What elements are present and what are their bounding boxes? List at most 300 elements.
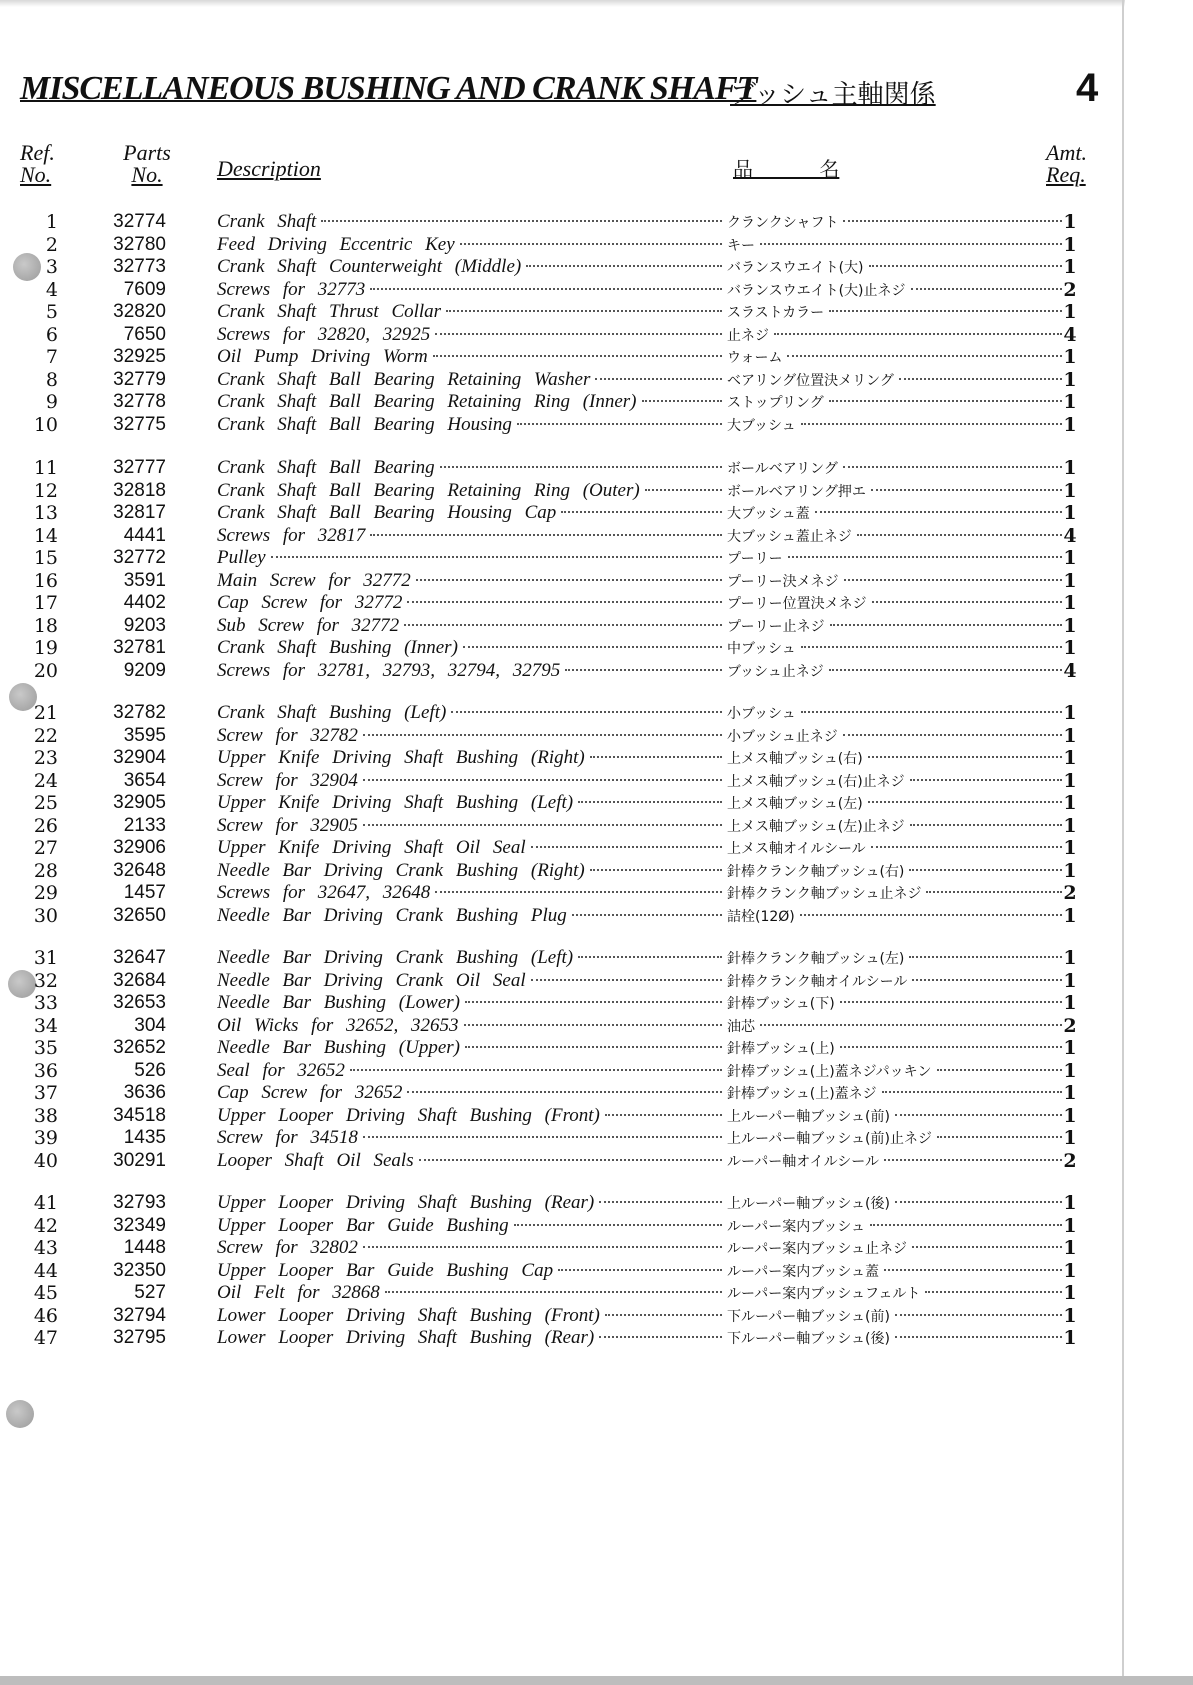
leader-dots <box>407 601 722 603</box>
table-row <box>0 525 1193 547</box>
part-description: Crank Shaft Ball Bearing Retaining Ring (Inner) <box>217 391 637 412</box>
part-description: Screws for 32647, 32648 <box>217 882 431 903</box>
part-number: 7650 <box>123 323 166 345</box>
part-number: 527 <box>134 1282 166 1303</box>
part-number: 32684 <box>113 969 166 991</box>
part-name-japanese: 上メス軸ブッシュ(左) <box>727 796 863 812</box>
leader-dots <box>843 220 1062 222</box>
part-name-japanese: 上ルーパー軸ブッシュ(前) <box>727 1108 890 1125</box>
part-description: Crank Shaft Bushing (Left) <box>217 702 447 723</box>
ref-number: 3 <box>45 256 58 278</box>
table-row <box>0 324 1193 346</box>
leader-dots <box>435 891 722 893</box>
table-row <box>0 480 1193 502</box>
part-number: 3636 <box>123 1082 166 1103</box>
ref-number: 19 <box>33 637 58 659</box>
ref-number: 33 <box>33 992 58 1014</box>
part-name-japanese: 上メス軸ブッシュ(右)止ネジ <box>727 773 905 790</box>
table-row <box>0 346 1193 368</box>
leader-dots <box>843 734 1062 736</box>
description-leader <box>217 301 1065 324</box>
ref-number: 42 <box>33 1214 58 1237</box>
ref-number: 2 <box>45 233 58 256</box>
leader-dots <box>526 265 722 267</box>
part-description: Lower Looper Driving Shaft Bushing (Front) <box>217 1304 600 1326</box>
part-number: 3654 <box>123 769 166 791</box>
part-number: 32818 <box>113 479 166 501</box>
ref-number: 15 <box>33 547 58 569</box>
part-name-japanese: 小ブッシュ止ネジ <box>727 728 838 745</box>
leader-dots <box>385 1291 722 1293</box>
part-description: Crank Shaft Ball Bearing Retaining Ring (Outer) <box>217 479 640 501</box>
leader-dots <box>514 1224 722 1226</box>
amount-required: 2 <box>1063 882 1077 904</box>
leader-dots <box>463 646 722 648</box>
table-row <box>0 1015 1193 1037</box>
leader-dots <box>464 1024 722 1026</box>
description-leader <box>217 1237 1065 1260</box>
part-number: 32795 <box>113 1327 166 1348</box>
table-row <box>0 301 1193 323</box>
part-name-japanese: バランスウエイト(大) <box>727 260 864 276</box>
description-leader <box>217 1060 1065 1083</box>
ref-number: 31 <box>33 947 58 969</box>
amount-required: 1 <box>1063 992 1077 1014</box>
description-leader <box>217 792 1065 815</box>
description-leader <box>217 860 1065 883</box>
table-row <box>0 947 1193 969</box>
table-row <box>0 725 1193 747</box>
table-row <box>0 570 1193 592</box>
leader-dots <box>815 511 1062 513</box>
table-row <box>0 1237 1193 1259</box>
leader-dots <box>642 400 722 402</box>
part-name-japanese: ボールベアリング <box>727 461 838 477</box>
amount-required: 4 <box>1063 524 1077 547</box>
amount-required: 1 <box>1063 614 1077 637</box>
amount-required: 2 <box>1063 1149 1077 1172</box>
part-number: 2133 <box>123 814 166 836</box>
description-leader <box>217 837 1065 860</box>
leader-dots <box>370 534 722 536</box>
description-leader <box>217 1282 1065 1305</box>
description-leader <box>217 1127 1065 1150</box>
table-row <box>0 747 1193 769</box>
description-leader <box>217 1082 1065 1105</box>
part-description: Crank Shaft Ball Bearing <box>217 457 435 478</box>
part-name-japanese: クランクシャフト <box>727 215 839 231</box>
description-leader <box>217 324 1065 347</box>
amount-required: 4 <box>1063 323 1077 346</box>
part-number: 32820 <box>113 301 166 322</box>
amount-required: 1 <box>1063 724 1077 747</box>
part-description: Upper Looper Bar Guide Bushing <box>217 1214 509 1236</box>
amount-required: 1 <box>1063 569 1077 592</box>
part-name-japanese: 詰栓(12Ø) <box>727 908 795 925</box>
ref-number: 4 <box>45 278 58 301</box>
part-description: Crank Shaft Bushing (Inner) <box>217 637 458 658</box>
part-number: 32817 <box>113 502 166 523</box>
leader-dots <box>840 1001 1062 1003</box>
part-number: 32780 <box>113 233 166 255</box>
table-row <box>0 592 1193 614</box>
part-description: Crank Shaft Ball Bearing Housing <box>217 413 512 435</box>
part-description: Screw for 32904 <box>217 769 358 791</box>
leader-dots <box>363 779 722 781</box>
description-leader <box>217 770 1065 793</box>
amount-required: 1 <box>1063 547 1077 569</box>
ref-number: 14 <box>33 524 58 547</box>
part-number: 3591 <box>123 569 166 591</box>
leader-dots <box>760 1024 1062 1026</box>
part-name-japanese: プーリー決メネジ <box>727 573 839 590</box>
part-number: 9203 <box>123 614 166 636</box>
part-name-japanese: ブッシュ止ネジ <box>727 663 824 680</box>
description-leader <box>217 346 1065 369</box>
leader-dots <box>909 956 1062 958</box>
ref-number: 37 <box>33 1082 58 1104</box>
column-header-parts-line2: No. <box>131 162 163 187</box>
amount-required: 1 <box>1063 837 1077 859</box>
leader-dots <box>884 1269 1062 1271</box>
leader-dots <box>363 1136 722 1138</box>
table-row <box>0 860 1193 882</box>
part-number: 304 <box>134 1014 166 1036</box>
leader-dots <box>558 1269 722 1271</box>
part-name-japanese: 上ルーパー軸ブッシュ(前)止ネジ <box>727 1131 932 1147</box>
amount-required: 1 <box>1063 256 1077 278</box>
leader-dots <box>446 310 722 312</box>
part-number: 30291 <box>113 1149 166 1171</box>
table-row <box>0 502 1193 524</box>
part-number: 3595 <box>123 724 166 746</box>
part-description: Cap Screw for 32772 <box>217 592 403 613</box>
description-leader <box>217 725 1065 748</box>
leader-dots <box>895 1201 1062 1203</box>
part-number: 32778 <box>113 391 166 412</box>
ref-number: 21 <box>33 702 58 724</box>
ref-number: 27 <box>33 837 58 859</box>
table-row <box>0 615 1193 637</box>
leader-dots <box>882 1091 1062 1093</box>
table-row <box>0 256 1193 278</box>
leader-dots <box>857 534 1062 536</box>
leader-dots <box>572 914 722 916</box>
ref-number: 47 <box>33 1327 58 1349</box>
ref-number: 23 <box>33 747 58 769</box>
leader-dots <box>271 556 722 558</box>
leader-dots <box>788 556 1062 558</box>
part-number: 32925 <box>113 346 166 367</box>
part-number: 32794 <box>113 1304 166 1326</box>
ref-number: 38 <box>33 1104 58 1127</box>
description-leader <box>217 391 1065 414</box>
leader-dots <box>465 1001 722 1003</box>
ref-number: 44 <box>33 1259 58 1282</box>
ref-number: 29 <box>33 882 58 904</box>
part-name-japanese: 上メス軸ブッシュ(右) <box>727 751 863 767</box>
leader-dots <box>912 1246 1062 1248</box>
part-number: 7609 <box>123 278 166 300</box>
amount-required: 1 <box>1063 479 1077 502</box>
leader-dots <box>868 756 1062 758</box>
page-number: 4 <box>1076 66 1099 110</box>
part-number: 1435 <box>123 1127 166 1148</box>
leader-dots <box>840 1046 1062 1048</box>
leader-dots <box>590 869 722 871</box>
leader-dots <box>531 979 722 981</box>
leader-dots <box>433 355 722 357</box>
part-number: 32793 <box>113 1192 166 1213</box>
leader-dots <box>595 378 722 380</box>
description-leader <box>217 637 1065 660</box>
part-description: Seal for 32652 <box>217 1059 345 1081</box>
description-leader <box>217 457 1065 480</box>
description-leader <box>217 747 1065 770</box>
part-name-japanese: ルーパー案内ブッシュ蓋 <box>727 1263 880 1280</box>
part-name-japanese: 針棒ブッシュ(上) <box>727 1041 835 1057</box>
description-leader <box>217 256 1065 279</box>
table-row <box>0 1260 1193 1282</box>
leader-dots <box>561 511 722 513</box>
leader-dots <box>869 265 1062 267</box>
part-description: Feed Driving Eccentric Key <box>217 233 455 255</box>
description-leader <box>217 1150 1065 1173</box>
part-description: Main Screw for 32772 <box>217 569 411 591</box>
part-description: Upper Looper Driving Shaft Bushing (Front) <box>217 1104 600 1126</box>
part-number: 32652 <box>113 1037 166 1058</box>
part-number: 32775 <box>113 413 166 435</box>
leader-dots <box>531 846 722 848</box>
table-row <box>0 414 1193 436</box>
part-name-japanese: 針棒クランク軸ブッシュ止ネジ <box>727 886 922 902</box>
leader-dots <box>578 801 722 803</box>
description-leader <box>217 369 1065 392</box>
leader-dots <box>910 824 1062 826</box>
part-description: Upper Knife Driving Shaft Bushing (Right) <box>217 747 585 768</box>
amount-required: 1 <box>1063 1304 1077 1327</box>
amount-required: 1 <box>1063 1059 1077 1082</box>
leader-dots <box>590 756 722 758</box>
table-row <box>0 234 1193 256</box>
part-name-japanese: 上メス軸オイルシール <box>727 841 866 857</box>
amount-required: 1 <box>1063 1259 1077 1282</box>
part-name-japanese: 下ルーパー軸ブッシュ(後) <box>727 1331 890 1347</box>
leader-dots <box>435 333 722 335</box>
leader-dots <box>872 601 1062 603</box>
amount-required: 1 <box>1063 1127 1077 1149</box>
part-number: 4441 <box>123 524 166 546</box>
amount-required: 1 <box>1063 1192 1077 1214</box>
amount-required: 1 <box>1063 792 1077 814</box>
part-description: Needle Bar Driving Crank Bushing (Left) <box>217 947 574 968</box>
column-header-ref-line2: No. <box>20 162 52 187</box>
leader-dots <box>599 1201 722 1203</box>
description-leader <box>217 547 1065 570</box>
leader-dots <box>363 734 722 736</box>
description-leader <box>217 1105 1065 1128</box>
ref-number: 40 <box>33 1149 58 1172</box>
ref-number: 13 <box>33 502 58 524</box>
part-description: Cap Screw for 32652 <box>217 1082 403 1103</box>
amount-required: 1 <box>1063 637 1077 659</box>
part-number: 1457 <box>123 882 166 903</box>
part-name-japanese: ルーパー案内ブッシュフェルト <box>727 1286 921 1302</box>
column-header-parts-line1: Parts <box>123 140 171 165</box>
part-description: Screws for 32781, 32793, 32794, 32795 <box>217 659 561 681</box>
part-name-japanese: 小ブッシュ <box>727 706 796 722</box>
ref-number: 22 <box>33 724 58 747</box>
part-name-japanese: 針棒クランク軸オイルシール <box>727 973 908 990</box>
description-leader <box>217 882 1065 905</box>
leader-dots <box>350 1069 722 1071</box>
part-name-japanese: 針棒ブッシュ(上)蓋ネジパッキン <box>727 1063 932 1080</box>
leader-dots <box>909 869 1062 871</box>
amount-required: 1 <box>1063 211 1077 233</box>
ref-number: 12 <box>33 479 58 502</box>
amount-required: 2 <box>1063 1014 1077 1037</box>
table-row <box>0 457 1193 479</box>
part-name-japanese: 針棒クランク軸ブッシュ(右) <box>727 863 905 880</box>
part-name-japanese: ベアリング位置決メリング <box>727 372 894 389</box>
ref-number: 11 <box>33 457 58 479</box>
amount-required: 1 <box>1063 1037 1077 1059</box>
description-leader <box>217 1260 1065 1283</box>
amount-required: 1 <box>1063 391 1077 413</box>
part-description: Oil Wicks for 32652, 32653 <box>217 1014 459 1036</box>
part-name-japanese: ルーパー案内ブッシュ止ネジ <box>727 1241 908 1257</box>
part-name-japanese: バランスウエイト(大)止ネジ <box>727 282 906 299</box>
amount-required: 1 <box>1063 1237 1077 1259</box>
part-description: Upper Looper Bar Guide Bushing Cap <box>217 1259 554 1281</box>
amount-required: 1 <box>1063 413 1077 436</box>
column-header-japanese-name: 品 名 <box>733 157 840 181</box>
description-leader <box>217 905 1065 928</box>
part-name-japanese: 針棒ブッシュ(下) <box>727 996 835 1012</box>
part-description: Sub Screw for 32772 <box>217 614 400 636</box>
part-name-japanese: 大ブッシュ <box>727 417 796 434</box>
leader-dots <box>895 1114 1062 1116</box>
part-number: 32349 <box>113 1214 166 1236</box>
part-name-japanese: プーリー <box>727 551 783 567</box>
part-name-japanese: 上メス軸ブッシュ(左)止ネジ <box>727 818 905 835</box>
ref-number: 30 <box>33 904 58 927</box>
part-name-japanese: 油芯 <box>727 1018 755 1035</box>
part-number: 4402 <box>123 592 166 613</box>
leader-dots <box>868 801 1062 803</box>
table-row <box>0 637 1193 659</box>
part-name-japanese: ボールベアリング押エ <box>727 483 866 500</box>
ref-number: 17 <box>33 592 58 614</box>
part-number: 32782 <box>113 702 166 723</box>
part-name-japanese: プーリー位置決メネジ <box>727 596 867 612</box>
table-row <box>0 1282 1193 1304</box>
part-number: 9209 <box>123 659 166 681</box>
ref-number: 8 <box>45 368 58 391</box>
ref-number: 34 <box>33 1014 58 1037</box>
part-name-japanese: 止ネジ <box>727 327 769 344</box>
description-leader <box>217 525 1065 548</box>
table-row <box>0 660 1193 682</box>
ref-number: 45 <box>33 1282 58 1304</box>
ref-number: 6 <box>45 323 58 346</box>
part-description: Pulley <box>217 547 266 568</box>
description-leader <box>217 702 1065 725</box>
part-name-japanese: ルーパー案内ブッシュ <box>727 1218 866 1235</box>
part-number: 32773 <box>113 256 166 277</box>
part-number: 32774 <box>113 211 166 232</box>
table-row <box>0 702 1193 724</box>
leader-dots <box>465 1046 722 1048</box>
table-row <box>0 1060 1193 1082</box>
table-row <box>0 1105 1193 1127</box>
ref-number: 41 <box>33 1192 58 1214</box>
part-name-japanese: 中ブッシュ <box>727 641 796 657</box>
description-leader <box>217 970 1065 993</box>
part-number: 32653 <box>113 992 166 1013</box>
part-name-japanese: キー <box>727 237 755 254</box>
leader-dots <box>910 779 1062 781</box>
table-row <box>0 211 1193 233</box>
ref-number: 36 <box>33 1059 58 1082</box>
part-description: Screws for 32773 <box>217 278 366 300</box>
description-leader <box>217 234 1065 257</box>
part-description: Crank Shaft Thrust Collar <box>217 301 442 322</box>
amount-required: 1 <box>1063 947 1077 969</box>
part-name-japanese: 針棒クランク軸ブッシュ(左) <box>727 951 905 967</box>
description-leader <box>217 570 1065 593</box>
part-number: 32350 <box>113 1259 166 1281</box>
description-leader <box>217 1015 1065 1038</box>
leader-dots <box>440 466 722 468</box>
page-title-japanese: ブッシュ主軸関係 <box>730 80 936 110</box>
part-description: Crank Shaft Counterweight (Middle) <box>217 256 522 277</box>
leader-dots <box>870 1224 1062 1226</box>
amount-required: 4 <box>1063 659 1077 682</box>
part-description: Needle Bar Driving Crank Oil Seal <box>217 969 526 991</box>
ref-number: 28 <box>33 859 58 882</box>
table-row <box>0 369 1193 391</box>
leader-dots <box>801 711 1062 713</box>
amount-required: 1 <box>1063 904 1077 927</box>
amount-required: 1 <box>1063 814 1077 837</box>
ref-number: 46 <box>33 1304 58 1327</box>
part-number: 526 <box>134 1059 166 1081</box>
leader-dots <box>801 646 1062 648</box>
part-name-japanese: 上ルーパー軸ブッシュ(後) <box>727 1196 890 1212</box>
part-description: Lower Looper Driving Shaft Bushing (Rear) <box>217 1327 595 1348</box>
description-leader <box>217 1327 1065 1350</box>
description-leader <box>217 992 1065 1015</box>
part-number: 1448 <box>123 1237 166 1258</box>
description-leader <box>217 660 1065 683</box>
part-description: Oil Pump Driving Worm <box>217 346 428 367</box>
leader-dots <box>321 220 722 222</box>
leader-dots <box>911 288 1062 290</box>
table-row <box>0 1150 1193 1172</box>
table-row <box>0 1192 1193 1214</box>
amount-required: 1 <box>1063 702 1077 724</box>
description-leader <box>217 211 1065 234</box>
ref-number: 39 <box>33 1127 58 1149</box>
part-number: 32904 <box>113 747 166 768</box>
table-row <box>0 792 1193 814</box>
table-row <box>0 1127 1193 1149</box>
column-header-description: Description <box>217 156 321 181</box>
leader-dots <box>419 1159 722 1161</box>
column-header-amount-line2: Req. <box>1046 162 1086 187</box>
table-row <box>0 837 1193 859</box>
